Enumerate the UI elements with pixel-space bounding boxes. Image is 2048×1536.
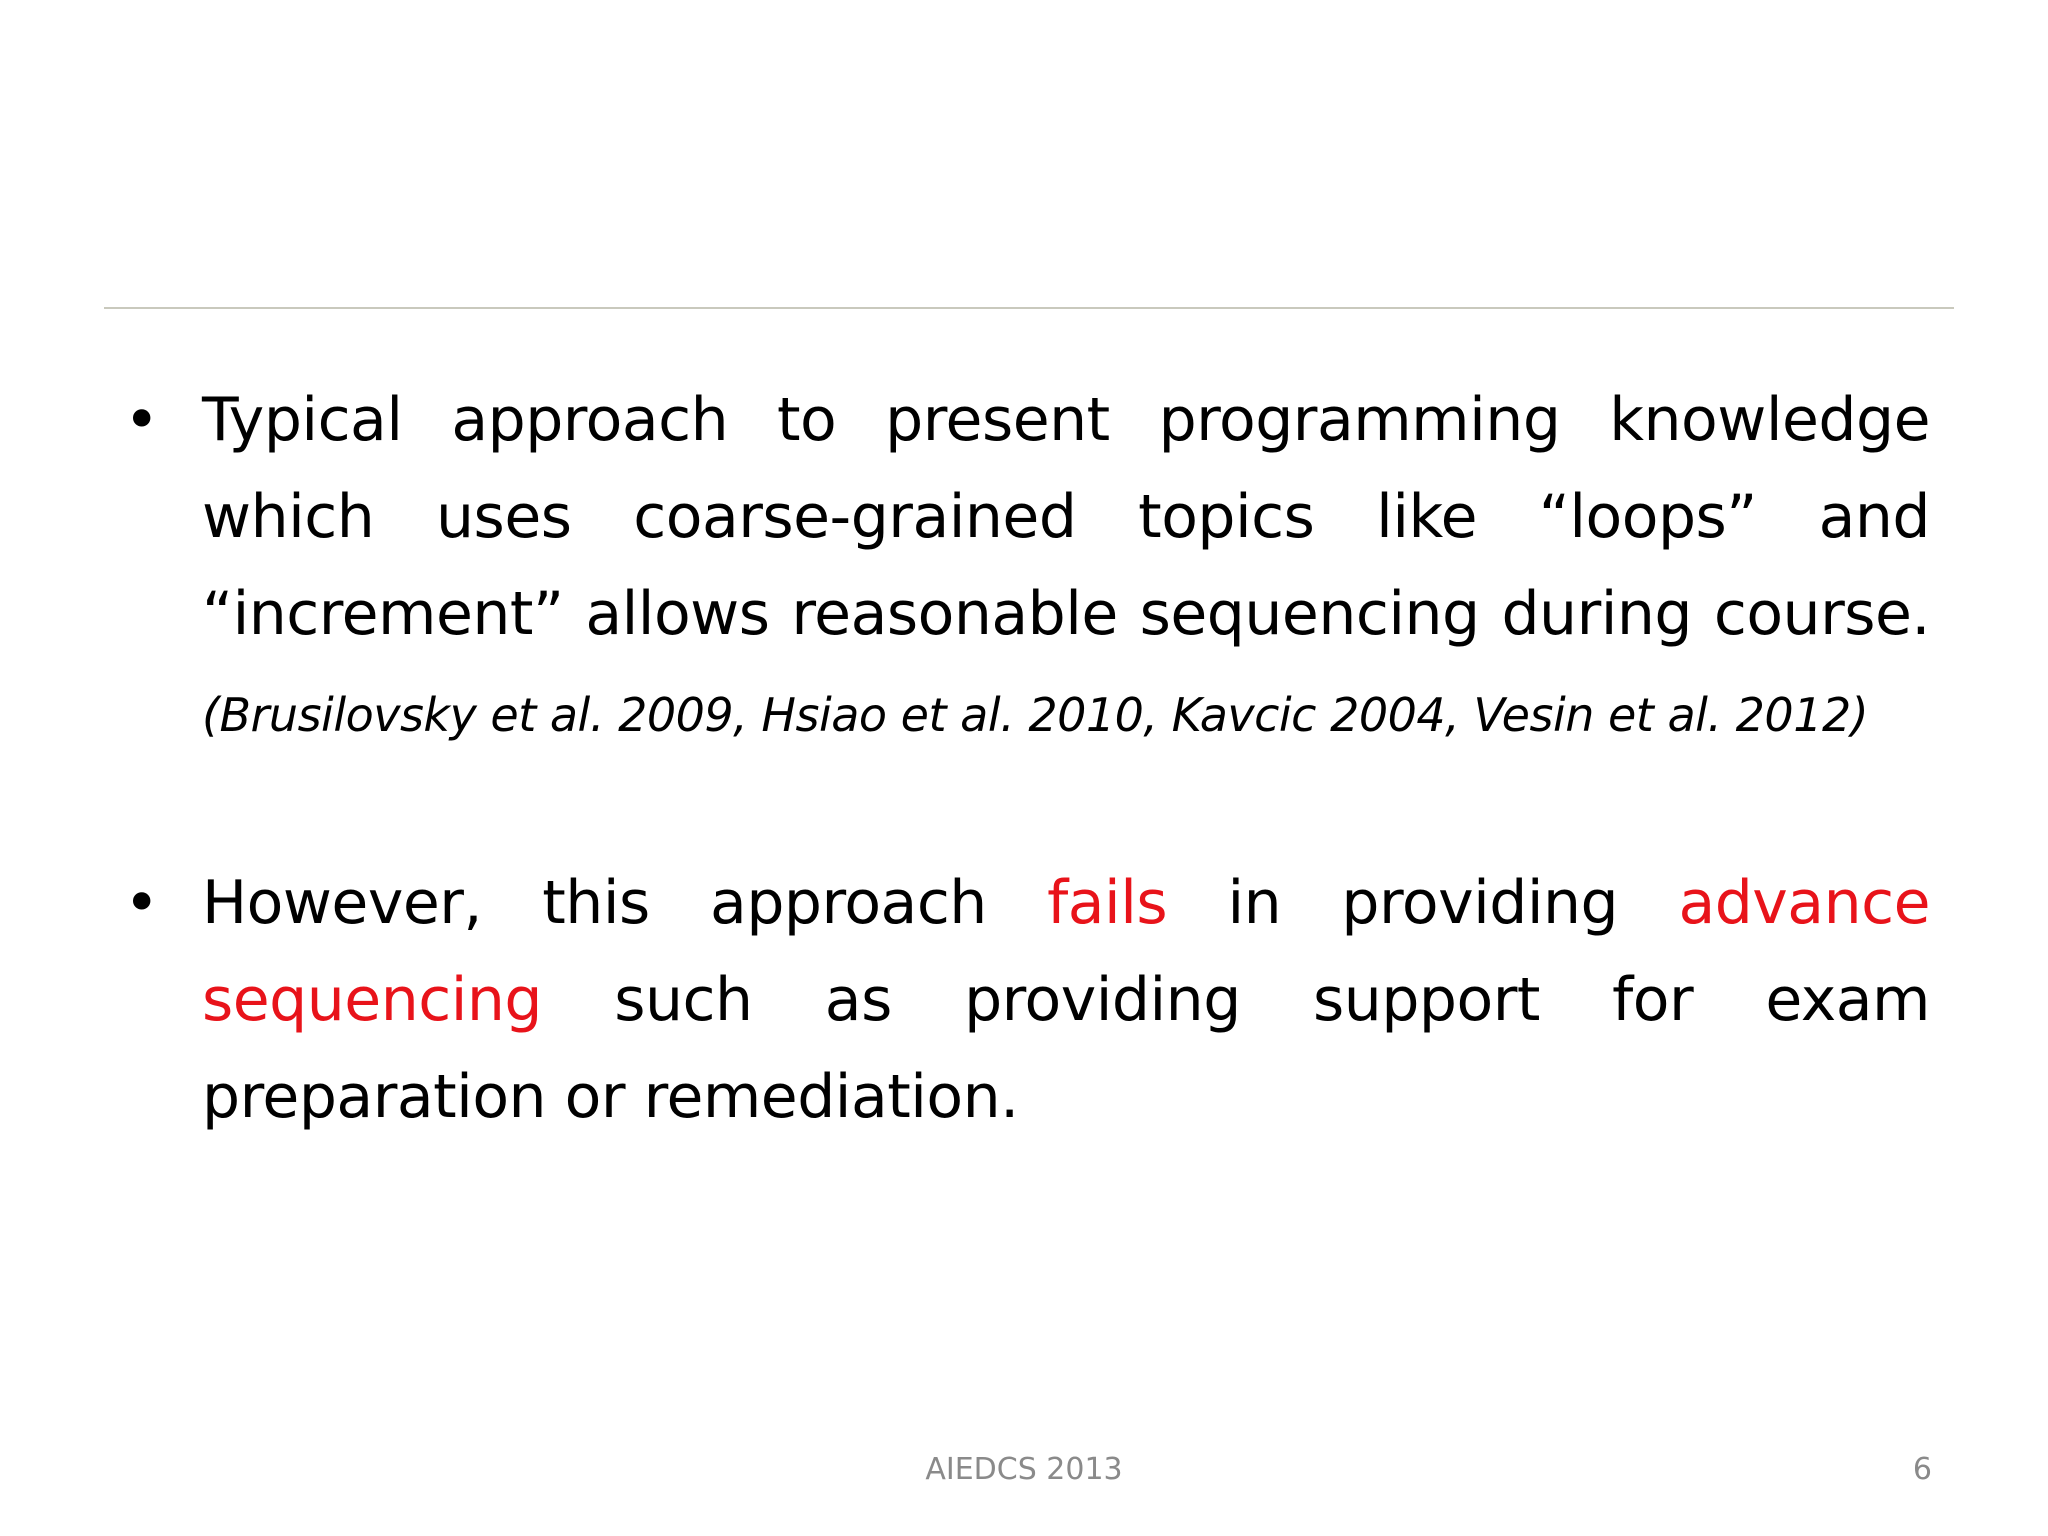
bullet-dot-icon: • — [124, 385, 159, 455]
bullet-text-part: However, this approach — [202, 868, 1048, 938]
page-number: 6 — [1912, 1452, 1932, 1487]
bullet-text-part: such as providing support for exam preparation or remediation. — [202, 965, 1930, 1132]
highlight-advance-sequencing: advance sequencing — [202, 868, 1930, 1035]
bullet-dot-icon: • — [124, 868, 159, 938]
bullet-text: Typical approach to present programming knowledge which uses coarse-grained topics like “loops” and “increment” allows reasonable sequencing during course. — [202, 385, 1930, 649]
footer-conference: AIEDCS 2013 — [925, 1452, 1123, 1487]
bullet-list — [118, 372, 1930, 1146]
title-divider — [104, 307, 1954, 309]
bullet-item — [118, 372, 1930, 760]
highlight-fails: fails — [1047, 868, 1168, 938]
bullet-text-part: in providing — [1167, 868, 1679, 938]
citation: (Brusilovsky et al. 2009, Hsiao et al. 2010, Kavcic 2004, Vesin et al. 2012) — [202, 688, 1869, 742]
bullet-item — [118, 855, 1930, 1146]
